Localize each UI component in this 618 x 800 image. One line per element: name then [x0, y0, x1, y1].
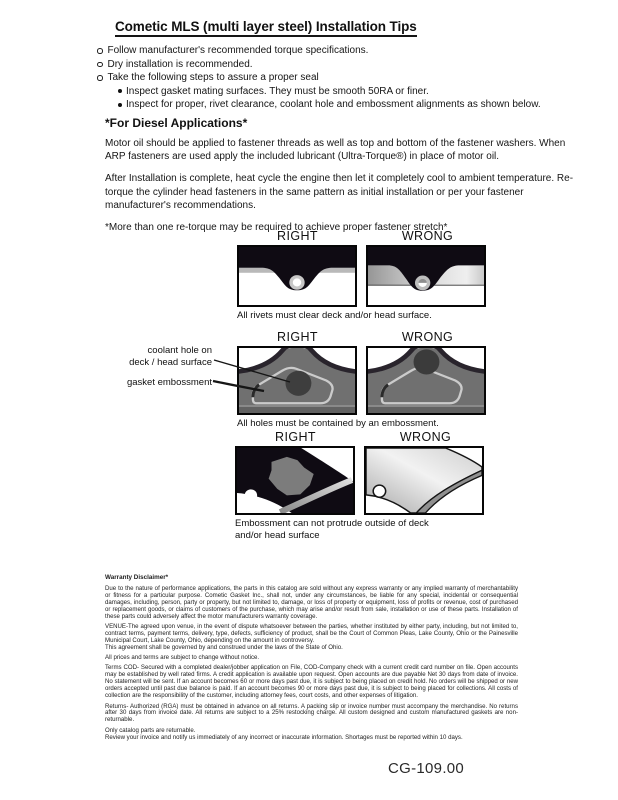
protrusion-right-illustration: [237, 448, 353, 513]
filled-bullet-icon: [118, 89, 122, 93]
coolant-hole-label: [90, 345, 212, 368]
diagram-rivet-clearance-right: [237, 245, 357, 307]
diagram-hole-containment-wrong: [366, 346, 486, 415]
diesel-section: [105, 116, 575, 243]
sub-bullet-item: [118, 85, 577, 99]
diesel-paragraph-2: After Installation is complete, heat cycle the engine then let it completely cool to ambient temperature. Re-torque the cylinder head fasteners in the same pattern as initial installation or per your fastener manufacturer's recommendations.: [105, 173, 574, 211]
bullet-text: Dry installation is recommended.: [107, 58, 253, 70]
rivet-right-illustration: [239, 247, 355, 305]
wrong-label: WRONG: [399, 430, 452, 444]
coolant-hole-label-line2: deck / head surface: [129, 356, 212, 368]
returns-paragraph: Returns- Authorized (RGA) must be obtained in advance on all returns. A packing slip or invoice number must accompany the merchandise. No returns after 30 days from invoice date. All returns are subject to a 25% restocking charge. All custom designed and custom manufactured gaskets are non-returnable.: [105, 702, 518, 724]
terms-cod-paragraph: Terms COD- Secured with a completed dealer/jobber application on File, COD-Company check with a current credit card number on file. Open accounts may be established by well rated firms. A credit application is available upon request. Open accounts are due payable Net 30 days from date of invoice. No statement will be sent. If an account becomes 60 or more days past due, it is subject to being placed on credit hold. No orders will be shipped or new orders accepted until past due balance is paid. If an account becomes 90 or more days past due, it is subject to being placed for collections. All costs of collection are the responsibility of the customer, including attorney fees, court costs, and other expenses of litigation.: [105, 664, 518, 700]
diagram-protrusion-wrong: [364, 446, 484, 515]
containment-wrong-illustration: [368, 348, 484, 413]
figure-labels-row: [237, 229, 497, 245]
gasket-embossment-label: gasket embossment: [126, 377, 212, 388]
containment-right-illustration: [239, 348, 355, 413]
diesel-paragraph-1: Motor oil should be applied to fastener threads as well as top and bottom of the fastener washers. When ARP fasteners are used apply the included lubricant (Ultra-Torque®) in place of motor oil.: [105, 138, 566, 163]
wrong-label: WRONG: [401, 330, 454, 344]
figure-set-embossment-protrusion: [235, 430, 495, 541]
document-title: Cometic MLS (multi layer steel) Installation Tips: [115, 19, 417, 37]
filled-bullet-icon: [118, 103, 122, 107]
legal-section: [105, 575, 518, 745]
protrusion-caption-line1: Embossment can not protrude outside of deck: [235, 518, 429, 529]
figure-caption-protrusion: [235, 518, 495, 541]
rivet-wrong-illustration: [368, 247, 484, 305]
figure-caption-holes: All holes must be contained by an embossment.: [237, 418, 439, 429]
catalog-returnable-line: Only catalog parts are returnable.: [105, 726, 196, 734]
prices-line: All prices and terms are subject to change without notice.: [105, 654, 260, 662]
open-bullet-icon: [97, 62, 103, 68]
figure-caption-rivets: All rivets must clear deck and/or head surface.: [237, 310, 432, 321]
diagram-protrusion-right: [235, 446, 355, 515]
open-bullet-icon: [97, 75, 103, 81]
figure-set-embossment-containment: [237, 330, 497, 430]
bullet-text: Follow manufacturer's recommended torque specifications.: [107, 45, 369, 56]
wrong-label: WRONG: [401, 229, 454, 243]
warranty-paragraph: Due to the nature of performance applications, the parts in this catalog are sold without any express warranty or any implied warranty of merchantability or fitness for a particular purpose. Cometic Gasket Inc., shall not, under any circumstances, be liable for any special, incidental or consequential damages, including, person, party or property, but not limited to, damage, or loss of property or equipment, loss of profits or revenue, cost of purchased or replacement goods, or claims of customers of the purchase, which may arise and/or result from sale, installation or use of these parts. Installation of these parts could adversely affect the motor manufacturers warranty coverage.: [105, 584, 518, 620]
diagram-rivet-clearance-wrong: [366, 245, 486, 307]
bullet-item: [97, 44, 577, 58]
warranty-disclaimer-heading: Warranty Disclaimer*: [105, 574, 169, 581]
figure-panels-row: [237, 346, 497, 415]
figure-labels-row: [237, 330, 497, 346]
protrusion-caption-line2: and/or head surface: [235, 529, 320, 541]
bullet-text: Take the following steps to assure a proper seal: [107, 72, 319, 83]
intro-bullet-list: [97, 44, 577, 112]
diesel-heading: *For Diesel Applications*: [105, 116, 248, 130]
sub-bullet-item: [118, 98, 577, 112]
right-label: RIGHT: [277, 229, 318, 243]
open-bullet-icon: [97, 48, 103, 54]
page-code: CG-109.00: [388, 760, 465, 777]
diagram-hole-containment-right: [237, 346, 357, 415]
figure-set-rivet-clearance: [237, 229, 497, 322]
document-header: [115, 18, 417, 37]
coolant-hole-label-line1: coolant hole on: [147, 345, 212, 356]
figure-labels-row: [235, 430, 495, 446]
bullet-item: [97, 71, 577, 85]
right-label: RIGHT: [277, 330, 318, 344]
venue-governing-law-line: This agreement shall be governed by and construed under the laws of the State of Ohio.: [105, 643, 343, 651]
right-label: RIGHT: [275, 430, 316, 444]
venue-paragraph: VENUE-The agreed upon venue, in the event of dispute whatsoever between the parties, whether instituted by either party, including, but not limited to, contract terms, payment terms, delivery, type, defects, sufficiency of product, shall be the Court of Common Pleas, Lake County, Ohio or the Painesville Municipal Court, Lake County, Ohio, depending on the amount in controversy.: [105, 622, 518, 644]
figure-panels-row: [237, 245, 497, 307]
protrusion-wrong-illustration: [366, 448, 482, 513]
bullet-item: [97, 58, 577, 72]
bullet-text: Inspect for proper, rivet clearance, coolant hole and embossment alignments as shown below.: [126, 99, 541, 110]
review-invoice-line: Review your invoice and notify us immediately of any incorrect or inaccurate information. Shortages must be reported within 10 days.: [105, 733, 463, 741]
figure-panels-row: [235, 446, 495, 515]
diesel-paragraph-3: *More than one re-torque may be required to achieve proper fastener stretch*: [105, 222, 448, 234]
bullet-text: Inspect gasket mating surfaces. They must be smooth 50RA or finer.: [126, 85, 429, 97]
